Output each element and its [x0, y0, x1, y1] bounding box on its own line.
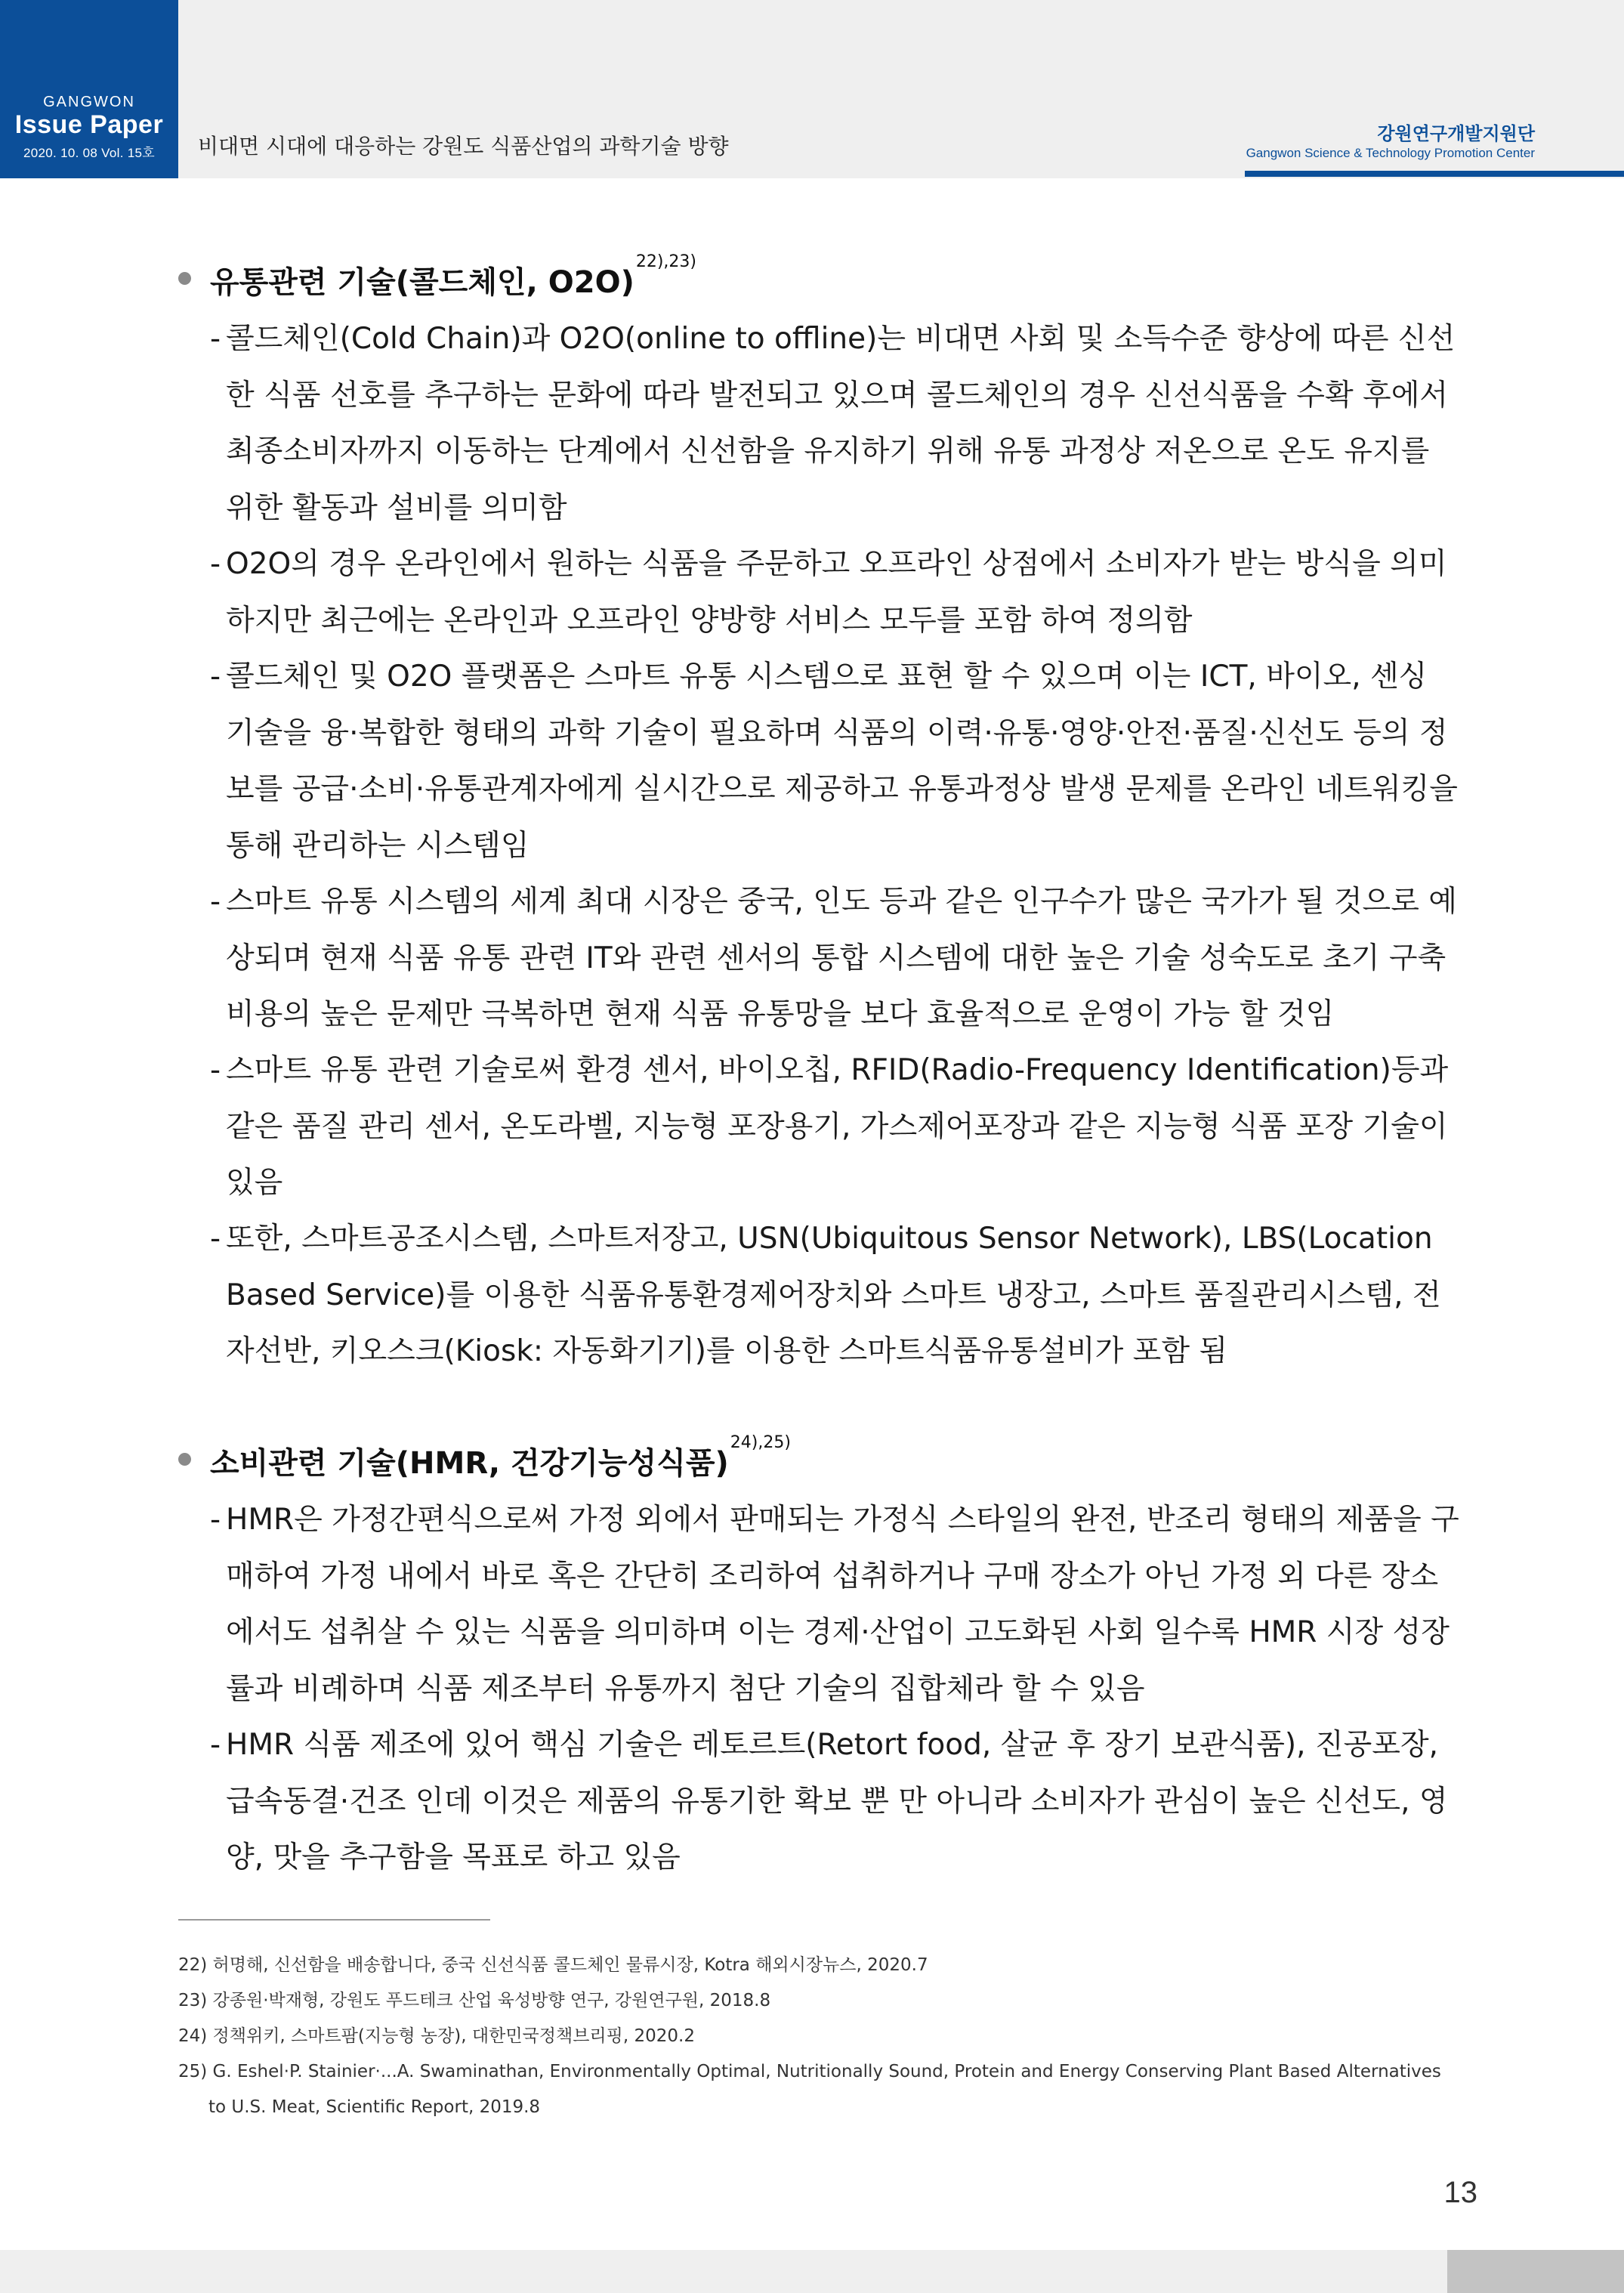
list-item-text: 콜드체인 및 O2O 플랫폼은 스마트 유통 시스템으로 표현 할 수 있으며 이는 ICT, 바이오, 센싱 기술을 융·복합한 형태의 과학 기술이 필요하며 식품의 이력·유통·영양·안전·품질·신선도 등의 정보를 공급·소비·유통관계자에게 실시간으로 제공하고 유통과정상 발생 문제를 온라인 네트워킹을 통해 관리하는 시스템임 [226, 660, 1458, 863]
dash-marker: - [210, 1053, 221, 1087]
dash-marker: - [210, 885, 221, 919]
list-item-text: HMR은 가정간편식으로써 가정 외에서 판매되는 가정식 스타일의 완전, 반조리 형태의 제품을 구매하여 가정 내에서 바로 혹은 간단히 조리하여 섭취하거나 구매 장소가 아닌 가정 외 다른 장소에서도 섭취살 수 있는 식품을 의미하며 이는 경제·산업이 고도화된 사회 일수록 HMR 시장 성장률과 비례하며 식품 제조부터 유통까지 첨단 기술의 집합체라 할 수 있음 [226, 1503, 1459, 1706]
footnote-23 [178, 1983, 1447, 2019]
footnote-text: 22) 허명해, 신선함을 배송합니다, 중국 신선식품 콜드체인 물류시장, Kotra 해외시장뉴스, 2020.7 [178, 1955, 928, 1975]
footnote-text: 23) 강종원·박재형, 강원도 푸드테크 산업 육성방향 연구, 강원연구원, 2018.8 [178, 1991, 771, 2010]
list-item-text: 스마트 유통 시스템의 세계 최대 시장은 중국, 인도 등과 같은 인구수가 많은 국가가 될 것으로 예상되며 현재 식품 유통 관련 IT와 관련 센서의 통합 시스템에 대한 높은 기술 성숙도로 초기 구축 비용의 높은 문제만 극복하면 현재 식품 유통망을 보다 효율적으로 운영이 가능 할 것임 [226, 885, 1457, 1031]
list-item-text: 콜드체인(Cold Chain)과 O2O(online to offline)는 비대면 사회 및 소득수준 향상에 따른 신선한 식품 선호를 추구하는 문화에 따라 발전되고 있으며 콜드체인의 경우 신선식품을 수확 후에서 최종소비자까지 이동하는 단계에서 신선함을 유지하기 위해 유통 과정상 저온으로 온도 유지를 위한 활동과 설비를 의미함 [226, 322, 1456, 525]
dash-marker: - [210, 322, 221, 356]
brand-gangwon-label: GANGWON [43, 94, 135, 110]
issue-paper-brand-block [0, 0, 178, 178]
list-item-text: 스마트 유통 관련 기술로써 환경 센서, 바이오칩, RFID(Radio-Frequency Identification)등과 같은 품질 관리 센서, 온도라벨, 지능형 포장용기, 가스제어포장과 같은 지능형 식품 포장 기술이 있음 [226, 1053, 1449, 1200]
organization-name-english: Gangwon Science & Technology Promotion Center [1246, 146, 1535, 160]
list-item [210, 536, 1464, 649]
footnote-24 [178, 2019, 1447, 2054]
dash-marker: - [210, 660, 221, 694]
header-accent-rule [1245, 171, 1624, 177]
page-footer-tab [1447, 2250, 1624, 2293]
list-item [210, 1211, 1464, 1380]
footnote-22 [178, 1948, 1447, 1983]
list-item [210, 874, 1464, 1043]
footnote-25 [178, 2054, 1447, 2125]
brand-date-volume: 2020. 10. 08 Vol. 15호 [23, 146, 155, 160]
list-item-text: O2O의 경우 온라인에서 원하는 식품을 주문하고 오프라인 상점에서 소비자가 받는 방식을 의미하지만 최근에는 온라인과 오프라인 양방향 서비스 모두를 포함 하여 정의함 [226, 547, 1447, 638]
page-number: 13 [1443, 2176, 1477, 2209]
footnote-ref: 22),23) [635, 252, 697, 271]
dash-marker: - [210, 1503, 221, 1537]
footnote-text: 25) G. Eshel·P. Stainier·...A. Swaminathan, Environmentally Optimal, Nutritionally Sound, Protein and Energy Conserving Plant Based Alternatives to U.S. Meat, Scientific Report, 2019.8 [178, 2062, 1441, 2117]
section-heading-text: 소비관련 기술(HMR, 건강기능성식품) [210, 1446, 729, 1481]
section-heading-distribution [210, 252, 697, 301]
dash-marker: - [210, 1222, 221, 1256]
list-item-text: HMR 식품 제조에 있어 핵심 기술은 레토르트(Retort food, 살균 후 장기 보관식품), 진공포장, 급속동결·건조 인데 이것은 제품의 유통기한 확보 뿐 만 아니라 소비자가 관심이 높은 신선도, 영양, 맛을 추구함을 목표로 하고 있음 [226, 1728, 1448, 1874]
list-item [210, 1492, 1464, 1717]
section-bullet-dot [178, 272, 191, 285]
footnote-ref: 24),25) [730, 1433, 791, 1452]
list-item [210, 649, 1464, 874]
organization-name-korean: 강원연구개발지원단 [1377, 123, 1535, 144]
footnote-divider [178, 1919, 490, 1921]
list-item [210, 311, 1464, 536]
document-title: 비대면 시대에 대응하는 강원도 식품산업의 과학기술 방향 [198, 134, 729, 159]
list-item-text: 또한, 스마트공조시스템, 스마트저장고, USN(Ubiquitous Sensor Network), LBS(Location Based Service)를 이용한 식품유통환경제어장치와 스마트 냉장고, 스마트 품질관리시스템, 전자선반, 키오스크(Kiosk: 자동화기기)를 이용한 스마트식품유통설비가 포함 됨 [226, 1222, 1441, 1368]
list-item [210, 1717, 1464, 1887]
section-heading-consumption [210, 1433, 791, 1482]
brand-issue-paper-label: Issue Paper [14, 110, 164, 139]
section-bullet-dot [178, 1453, 191, 1466]
footnote-text: 24) 정책위키, 스마트팜(지능형 농장), 대한민국정책브리핑, 2020.2 [178, 2026, 695, 2046]
dash-marker: - [210, 1728, 221, 1762]
page-footer-band [0, 2250, 1447, 2293]
section-heading-text: 유통관련 기술(콜드체인, O2O) [210, 265, 634, 300]
dash-marker: - [210, 547, 221, 581]
list-item [210, 1043, 1464, 1212]
